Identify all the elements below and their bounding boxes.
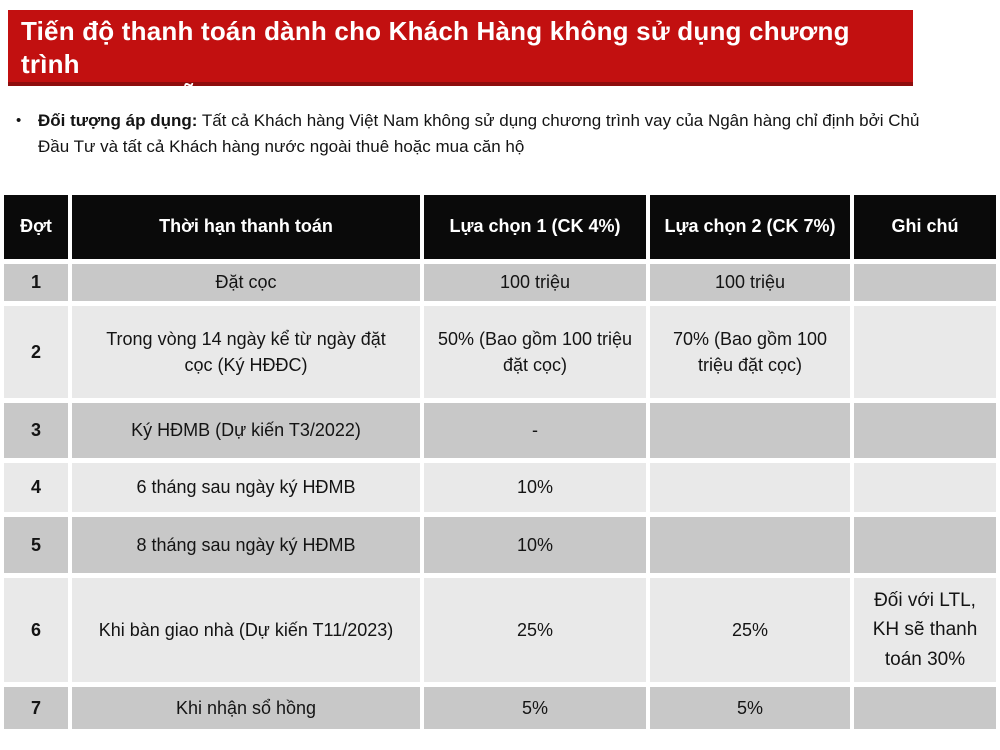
option2-cell: 100 triệu (650, 264, 850, 301)
col-header-note: Ghi chú (854, 195, 996, 259)
option2-cell (650, 517, 850, 573)
term-cell: Ký HĐMB (Dự kiến T3/2022) (72, 403, 420, 458)
page-title-line1: Tiến độ thanh toán dành cho Khách Hàng không sử dụng chương trình (21, 16, 850, 79)
table-row (4, 578, 996, 682)
table-row (4, 306, 996, 398)
table-header-row (4, 195, 996, 259)
term-cell: Đặt cọc (72, 264, 420, 301)
option2-cell: 70% (Bao gồm 100 triệu đặt cọc) (650, 306, 850, 398)
table-row (4, 463, 996, 512)
stage-cell: 6 (4, 578, 68, 682)
term-cell: Khi bàn giao nhà (Dự kiến T11/2023) (72, 578, 420, 682)
option2-cell (650, 463, 850, 512)
option2-cell (650, 403, 850, 458)
intro-label: Đối tượng áp dụng: (38, 111, 198, 130)
col-header-option2: Lựa chọn 2 (CK 7%) (650, 195, 850, 259)
note-cell (854, 687, 996, 729)
col-header-term: Thời hạn thanh toán (72, 195, 420, 259)
col-header-stage: Đợt (4, 195, 68, 259)
note-cell: Đối với LTL, KH sẽ thanh toán 30% (854, 578, 996, 682)
stage-cell: 3 (4, 403, 68, 458)
option1-cell: 10% (424, 463, 646, 512)
stage-cell: 5 (4, 517, 68, 573)
table-row (4, 517, 996, 573)
intro-paragraph (16, 108, 940, 160)
note-cell (854, 306, 996, 398)
table-row (4, 264, 996, 301)
stage-cell: 2 (4, 306, 68, 398)
term-cell: 8 tháng sau ngày ký HĐMB (72, 517, 420, 573)
col-header-option1: Lựa chọn 1 (CK 4%) (424, 195, 646, 259)
term-cell: Khi nhận sổ hồng (72, 687, 420, 729)
term-cell: 6 tháng sau ngày ký HĐMB (72, 463, 420, 512)
table-row (4, 403, 996, 458)
note-cell (854, 403, 996, 458)
stage-cell: 7 (4, 687, 68, 729)
stage-cell: 1 (4, 264, 68, 301)
option1-cell: 5% (424, 687, 646, 729)
option1-cell: 25% (424, 578, 646, 682)
bullet-marker: • (16, 112, 22, 129)
title-banner (8, 10, 913, 112)
term-cell: Trong vòng 14 ngày kể từ ngày đặt cọc (Ký HĐĐC) (72, 306, 420, 398)
option1-cell: 50% (Bao gồm 100 triệu đặt cọc) (424, 306, 646, 398)
intro-text (38, 108, 940, 160)
option1-cell: 100 triệu (424, 264, 646, 301)
stage-cell: 4 (4, 463, 68, 512)
page-title-line2: Ngân hàng hỗ trợ và Khách hàng nước ngoài (21, 82, 591, 112)
note-cell (854, 463, 996, 512)
note-cell (854, 264, 996, 301)
option1-cell: - (424, 403, 646, 458)
note-cell (854, 517, 996, 573)
option2-cell: 5% (650, 687, 850, 729)
intro-body: Tất cả Khách hàng Việt Nam không sử dụng chương trình vay của Ngân hàng chỉ định bởi Chủ Đầu Tư và tất cả Khách hàng nước ngoài thuê hoặc mua căn hộ (38, 111, 920, 156)
table-row (4, 687, 996, 729)
payment-schedule-table (0, 190, 1000, 734)
option2-cell: 25% (650, 578, 850, 682)
option1-cell: 10% (424, 517, 646, 573)
page-title (21, 15, 903, 114)
